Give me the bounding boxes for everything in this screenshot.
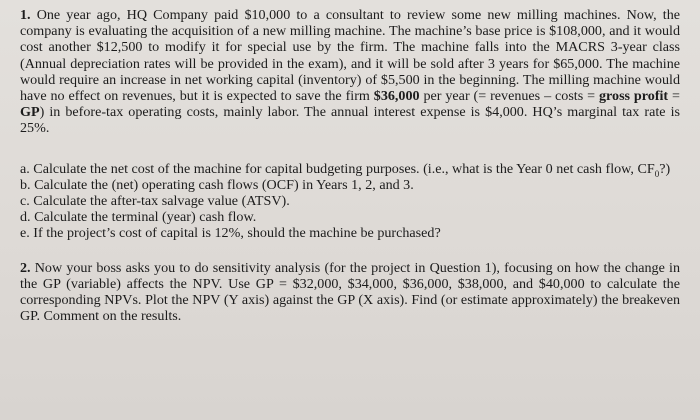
question-2-paragraph <box>20 260 680 325</box>
subquestion-a-text: a. Calculate the net cost of the machine for capital budgeting purposes. (i.e., what is the Year 0 net cash flow, CF <box>20 160 655 177</box>
question-1-text-b: per year (= revenues – costs = <box>419 88 599 105</box>
question-2-text: Now your boss asks you to do sensitivity analysis (for the project in Question 1), focusing on how the change in the GP (variable) affects the NPV. Use GP = $32,000, $34,000, $36,000, $38,000, and $40,000 to calculate the corresponding NPVs. Plot the NPV (Y axis) against the GP (X axis). Find (or estimate approximately) the breakeven GP. Comment on the results. <box>20 259 680 325</box>
gp-abbreviation: GP <box>20 104 40 121</box>
spacer <box>20 137 680 161</box>
subquestion-list <box>20 161 680 242</box>
question-1-number: 1. <box>20 7 31 23</box>
question-1-text-c: = <box>668 88 680 105</box>
spacer <box>20 242 680 260</box>
question-1-text-a: One year ago, HQ Company paid $10,000 to a consultant to review some new milling machines. Now, the company is evaluating the acquisition of a new milling machine. The machine’s base price is $108,000, and it would cost another $12,500 to modify it for special use by the firm. The machine falls into the MACRS 3-year class (Annual depreciation rates will be provided in the exam), and it will be sold after 3 years for $65,000. The machine would require an increase in net working capital (inventory) of $5,500 in the beginning. The milling machine would have no effect on revenues, but it is expected to save the firm <box>20 7 680 105</box>
question-1-text-d: ) in before-tax operating costs, mainly labor. The annual interest expense is $4,000. HQ’s marginal tax rate is 25%. <box>20 104 680 137</box>
subquestion-b: b. Calculate the (net) operating cash flows (OCF) in Years 1, 2, and 3. <box>20 176 414 193</box>
subquestion-a-tail: ?) <box>659 160 671 177</box>
subquestion-c: c. Calculate the after-tax salvage value (ATSV). <box>20 193 290 210</box>
question-2-number: 2. <box>20 259 31 276</box>
savings-amount: $36,000 <box>373 88 420 105</box>
subquestion-e: e. If the project’s cost of capital is 12%, should the machine be purchased? <box>20 225 441 242</box>
question-1-paragraph <box>20 7 680 137</box>
gross-profit-term: gross profit <box>598 88 669 105</box>
subquestion-d: d. Calculate the terminal (year) cash flow. <box>20 209 257 226</box>
subquestion-a-subscript: 0 <box>654 168 660 179</box>
subquestion-a <box>20 161 680 177</box>
